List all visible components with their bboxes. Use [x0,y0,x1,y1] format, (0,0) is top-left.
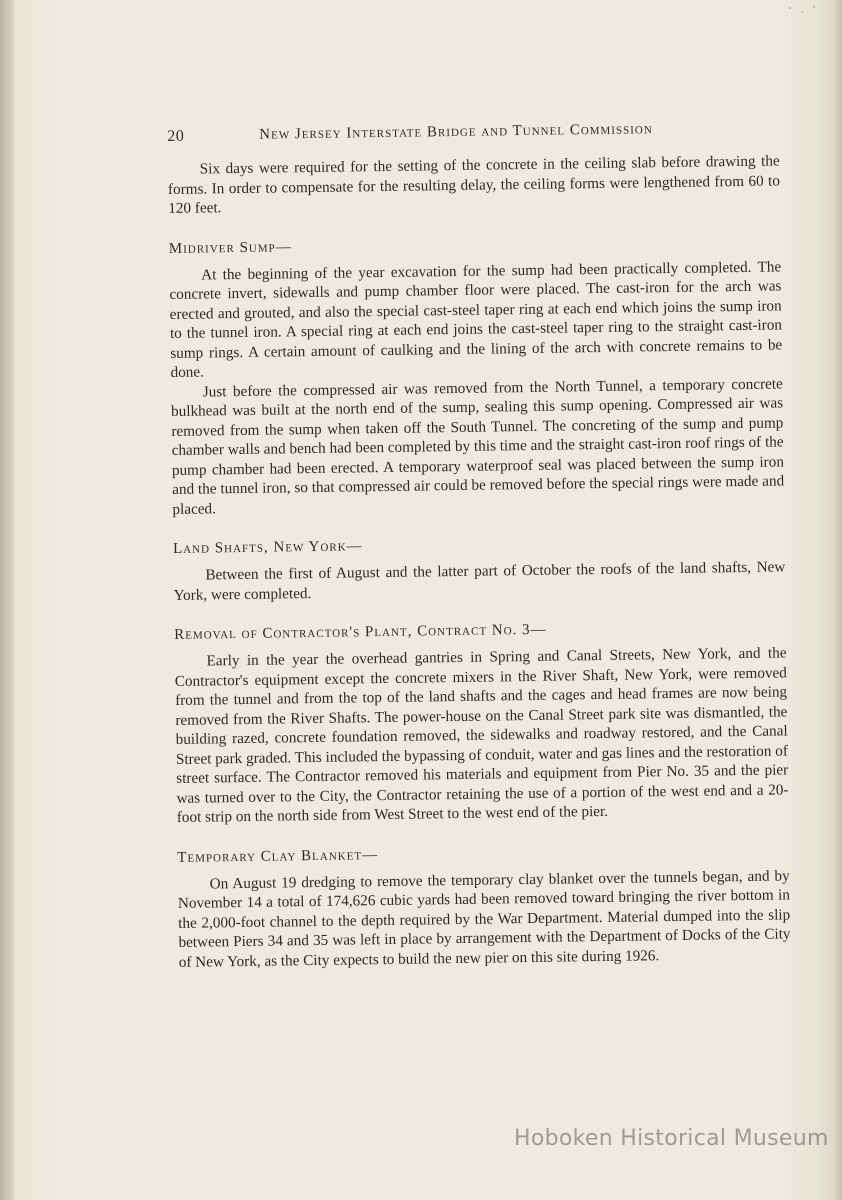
paragraph: Between the first of August and the latter part of October the roofs of the land shafts, New York, were completed. [173,558,786,604]
section-heading-midriver-sump: Midriver Sump— [168,238,292,257]
paragraph: Just before the compressed air was removed from the North Tunnel, a temporary concrete bulkhead was built at the north end of the sump, sealing this sump opening. Compressed air was removed from the sump when taken off the South Tunnel. The concreting of the sump and pump chamber walls and bench had been completed by this time and the straight cast-iron roof rings of the pump chamber had been erected. A temporary waterproof seal was placed between the sump iron and the tunnel iron, so that compressed air could be removed before the special rings were made and placed. [170,374,785,518]
watermark: Hoboken Historical Museum [514,1126,829,1151]
section-heading-clay-blanket: Temporary Clay Blanket— [177,846,379,866]
paper-specks [784,2,824,22]
running-title: New Jersey Interstate Bridge and Tunnel Commission [259,121,653,143]
page-text [167,109,791,971]
page-edge [832,0,842,1200]
paragraph: At the beginning of the year excavation for the sump had been practically completed. The concrete invert, sidewalls and pump chamber floor were placed. The cast-iron for the arch was erected and grouted, and also the special cast-steel taper ring at each end which joins the sump iron to the tunnel iron. A special ring at each end joins the cast-steel taper ring to the straight cast-iron sump rings. A certain amount of caulking and the lining of the arch with concrete remains to be done. [169,257,783,381]
paragraph: On August 19 dredging to remove the temporary clay blanket over the tunnels began, and by November 14 a total of 174,626 cubic yards had been removed toward bringing the river bottom in the 2,000-foot channel to the depth required by the War Department. Material dumped into the slip between Piers 34 and 35 was left in place by arrangement with the Department of Docks of the City of New York, as the City expects to build the new pier on this site during 1926. [177,866,791,971]
section-heading-removal-plant: Removal of Contractor's Plant, Contract No. 3— [174,621,547,643]
paragraph: Early in the year the overhead gantries in Spring and Canal Streets, New York, and the Contractor's equipment except the concrete mixers in the River Shaft, New York, were removed from the tunnel and from the top of the land shafts and the cages and head frames are now being removed from the River Shafts. The power-house on the Canal Street park site was dismantled, the building razed, concrete foundation removed, the sidewalks and roadway restored, and the Canal Street park graded. This included the bypassing of conduit, water and gas lines and the restoration of street surface. The Contractor removed his materials and equipment from Pier No. 35 and the pier was turned over to the City, the Contractor retaining the use of a portion of the west end and a 20-foot strip on the north side from West Street to the west end of the pier. [174,644,789,826]
running-head [167,109,779,148]
binding-gutter [0,0,14,1200]
intro-paragraph: Six days were required for the setting of the concrete in the ceiling slab before drawing the forms. In order to compensate for the resulting delay, the ceiling forms were lengthened from 60 to 120 feet. [167,152,781,217]
page-number: 20 [167,127,185,145]
section-heading-land-shafts: Land Shafts, New York— [172,538,363,557]
